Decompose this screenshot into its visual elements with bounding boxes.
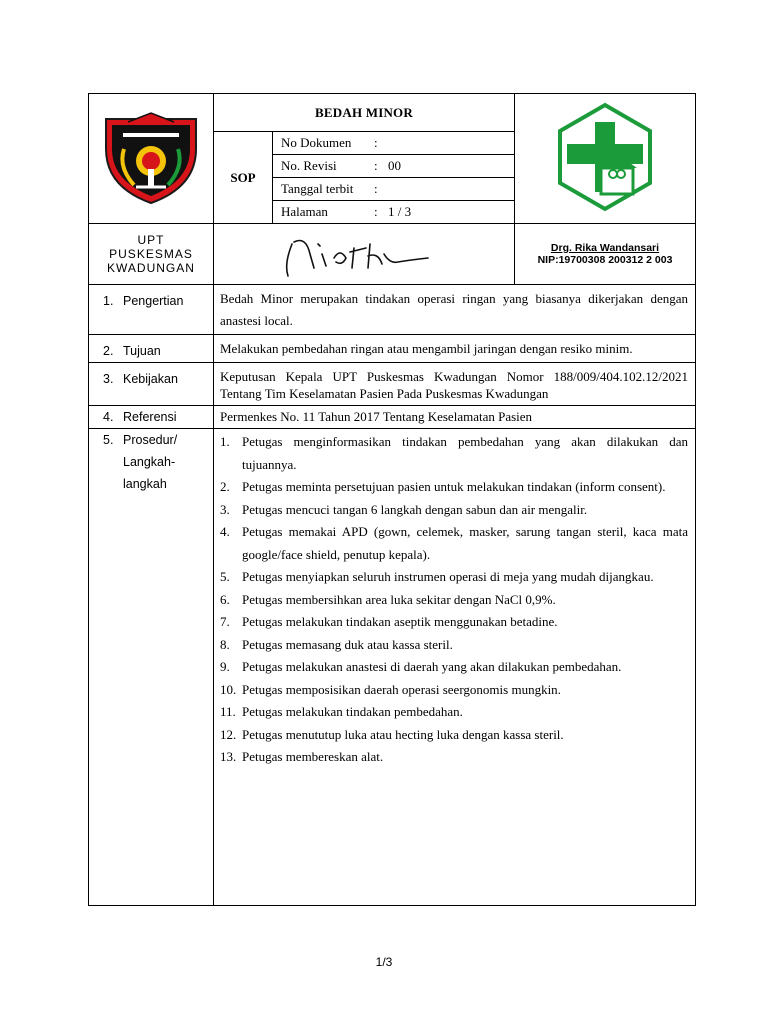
procedure-step-number: 2. — [220, 479, 230, 494]
section-label-tujuan: 2. Tujuan — [89, 335, 214, 363]
official-signatory — [515, 224, 696, 285]
procedure-step-text: Petugas menututup luka atau hecting luka dengan kassa steril. — [242, 726, 564, 742]
puskesmas-logo — [550, 102, 660, 212]
procedure-step-text: Petugas melakukan anastesi di daerah yang akan dilakukan pembedahan. — [242, 659, 622, 674]
procedure-step-number: 11. — [220, 704, 236, 719]
procedure-step — [220, 566, 688, 589]
procedure-step — [220, 611, 688, 634]
procedure-step-number: 7. — [220, 614, 230, 629]
section-text-pengertian: Bedah Minor merupakan tindakan operasi ringan yang biasanya dikerjakan dengan anastesi local. — [214, 285, 696, 335]
regency-emblem-logo — [98, 109, 204, 205]
institution-name: UPT PUSKESMAS KWADUNGAN — [89, 224, 214, 285]
procedure-step-text: Petugas meminta persetujuan pasien untuk melakukan tindakan (inform consent). — [242, 479, 666, 494]
page-number: 1/3 — [375, 955, 393, 969]
procedure-step-number: 1. — [220, 434, 230, 449]
procedure-step-text: Petugas membersihkan area luka sekitar dengan NaCl 0,9%. — [242, 591, 556, 607]
section-label-prosedur: 5. Prosedur/ Langkah- langkah — [89, 429, 214, 906]
procedure-step-number: 3. — [220, 501, 230, 517]
procedure-step — [220, 634, 688, 657]
section-text-referensi: Permenkes No. 11 Tahun 2017 Tentang Keselamatan Pasien — [214, 406, 696, 429]
procedure-step-number: 5. — [220, 569, 230, 584]
procedure-step-text: Petugas memakai APD (gown, celemek, masker, sarung tangan steril, kaca mata google/face shield, penutup kepala). — [242, 524, 688, 562]
section-label-referensi: 4. Referensi — [89, 406, 214, 429]
meta-no-revisi: No. Revisi : 00 — [273, 155, 515, 178]
puskesmas-logo-cell — [515, 94, 696, 224]
section-label-pengertian: 1. Pengertian — [89, 285, 214, 335]
procedure-step — [220, 589, 688, 612]
procedure-steps-list — [214, 429, 695, 769]
procedure-step — [220, 499, 688, 522]
meta-halaman: Halaman : 1 / 3 — [273, 201, 515, 224]
procedure-step — [220, 679, 688, 702]
procedure-step-number: 4. — [220, 524, 230, 539]
procedure-steps-cell — [214, 429, 696, 906]
signature-cell — [214, 224, 515, 285]
sop-label: SOP — [214, 132, 273, 224]
official-name: Drg. Rika Wandansari — [550, 242, 660, 254]
procedure-step-text: Petugas melakukan tindakan pembedahan. — [242, 704, 463, 719]
section-text-tujuan: Melakukan pembedahan ringan atau mengambil jaringan dengan resiko minim. — [214, 335, 696, 363]
document-title: BEDAH MINOR — [214, 94, 515, 132]
meta-tanggal-terbit: Tanggal terbit : — [273, 178, 515, 201]
procedure-step — [220, 701, 688, 724]
procedure-step-number: 9. — [220, 659, 230, 674]
procedure-step-text: Petugas mencuci tangan 6 langkah dengan sabun dan air mengalir. — [242, 501, 588, 517]
procedure-step-text: Petugas menginformasikan tindakan pembedahan yang akan dilakukan dan tujuannya. — [242, 434, 688, 472]
procedure-step — [220, 476, 688, 499]
procedure-step — [220, 431, 688, 476]
procedure-step-text: Petugas membereskan alat. — [242, 749, 384, 764]
handwritten-signature — [214, 224, 515, 284]
section-text-kebijakan: Keputusan Kepala UPT Puskesmas Kwadungan Nomor 188/009/404.102.12/2021 Tentang Tim Keselamatan Pasien Pada Puskesmas Kwadungan — [214, 363, 696, 406]
meta-no-dokumen: No Dokumen : — [273, 132, 515, 155]
procedure-step-number: 6. — [220, 591, 230, 607]
procedure-step-text: Petugas melakukan tindakan aseptik menggunakan betadine. — [242, 614, 558, 629]
regency-emblem-cell — [89, 94, 214, 224]
procedure-step-text: Petugas memposisikan daerah operasi seergonomis mungkin. — [242, 681, 561, 697]
procedure-step-number: 10. — [220, 681, 237, 697]
procedure-step — [220, 521, 688, 566]
procedure-step — [220, 656, 688, 679]
procedure-step-number: 13. — [220, 749, 237, 764]
sop-document — [88, 93, 695, 906]
section-label-kebijakan: 3. Kebijakan — [89, 363, 214, 406]
procedure-step-number: 12. — [220, 726, 237, 742]
procedure-step-number: 8. — [220, 636, 230, 652]
procedure-step — [220, 746, 688, 769]
procedure-step-text: Petugas memasang duk atau kassa steril. — [242, 636, 453, 652]
procedure-step — [220, 724, 688, 747]
sop-table — [88, 93, 696, 906]
official-nip: NIP:19700308 200312 2 003 — [537, 254, 673, 266]
procedure-step-text: Petugas menyiapkan seluruh instrumen operasi di meja yang mudah dijangkau. — [242, 569, 654, 584]
